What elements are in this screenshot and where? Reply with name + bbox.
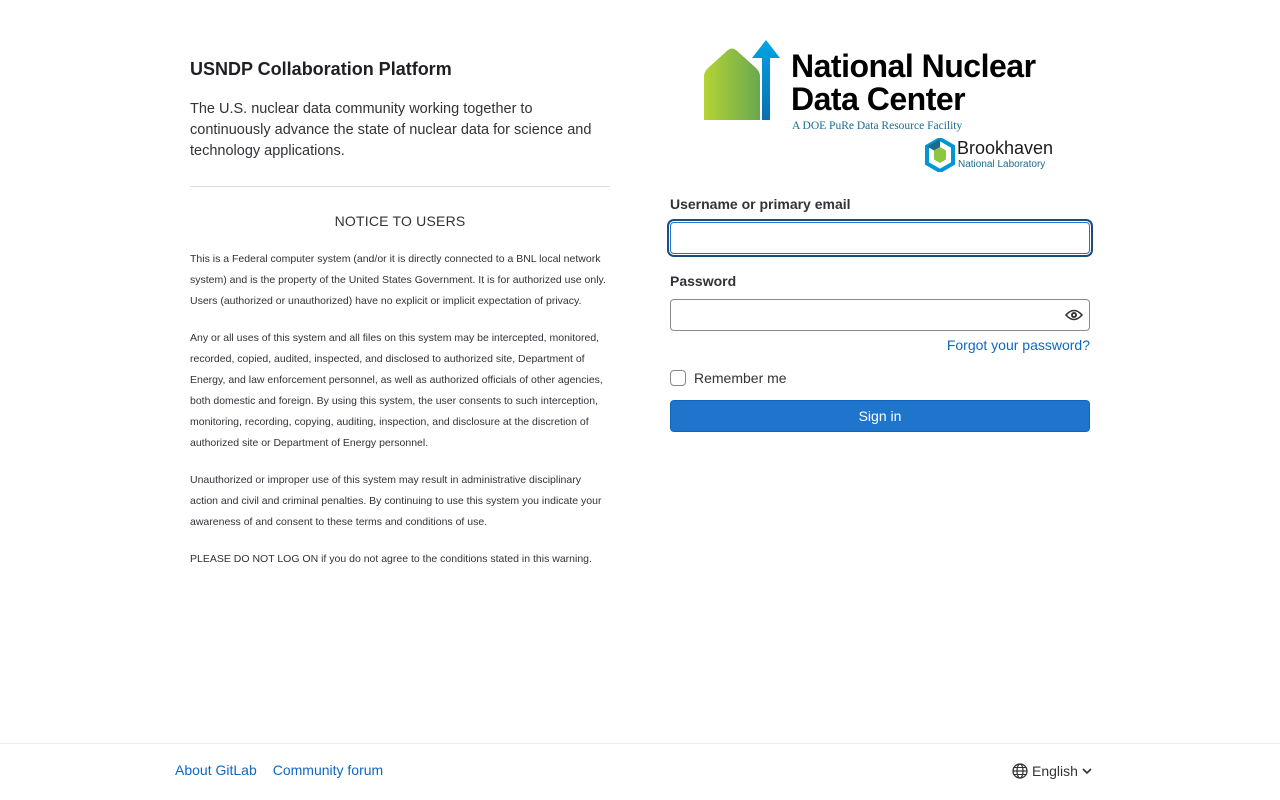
password-input[interactable] <box>670 299 1090 331</box>
notice-heading: NOTICE TO USERS <box>334 213 466 229</box>
globe-icon <box>1012 763 1028 779</box>
nndc-subtitle: A DOE PuRe Data Resource Facility <box>792 120 963 132</box>
bnl-hexagon-icon <box>925 138 955 172</box>
bnl-name: Brookhaven <box>957 138 1054 158</box>
community-forum-link[interactable]: Community forum <box>272 762 384 778</box>
nndc-logo <box>670 38 1090 174</box>
sign-in-panel <box>670 38 1090 432</box>
nndc-house-icon <box>700 38 786 122</box>
notice-paragraph: Unauthorized or improper use of this system may result in administrative disciplinary action and civil and criminal penalties. By continuing to use this system you indicate your awareness of and consent to these terms and conditions of use. <box>190 474 602 528</box>
divider <box>190 186 610 187</box>
remember-me-label[interactable]: Remember me <box>694 370 787 386</box>
sign-in-button[interactable]: Sign in <box>670 400 1090 432</box>
bnl-subtitle: National Laboratory <box>958 159 1046 170</box>
about-gitlab-link[interactable]: About GitLab <box>175 762 257 778</box>
notice-paragraph: PLEASE DO NOT LOG ON if you do not agree to the conditions stated in this warning. <box>190 553 592 565</box>
page-title: USNDP Collaboration Platform <box>190 59 452 79</box>
username-label: Username or primary email <box>670 196 851 212</box>
forgot-password-link[interactable]: Forgot your password? <box>946 337 1090 353</box>
sign-in-form <box>670 194 1090 432</box>
language-selector[interactable] <box>1012 763 1092 779</box>
forgot-password-row <box>670 337 1090 355</box>
password-field-wrap <box>670 299 1090 331</box>
footer-links <box>175 762 383 778</box>
password-label: Password <box>670 273 737 289</box>
bnl-logo <box>925 138 1065 172</box>
language-label: English <box>1032 763 1078 779</box>
remember-me-checkbox[interactable] <box>670 370 686 386</box>
remember-me-row <box>670 370 1090 386</box>
username-input[interactable] <box>670 222 1090 254</box>
intro-panel <box>190 56 610 570</box>
nndc-name: National Nuclear Data Center <box>791 48 1036 117</box>
platform-description: The U.S. nuclear data community working together to continuously advance the state of nuclear data for science and technology applications. <box>190 101 592 159</box>
eye-icon[interactable] <box>1064 307 1084 323</box>
footer <box>0 743 1280 800</box>
notice-paragraph: Any or all uses of this system and all files on this system may be intercepted, monitored, recorded, copied, audited, inspected, and disclosed to authorized site, Department of Energy, and law enforcement personnel, as well as authorized officials of other agencies, both domestic and foreign. By using this system, the user consents to such interception, monitoring, recording, copying, auditing, inspection, and disclosure at the discretion of authorized site or Department of Energy personnel. <box>190 332 603 449</box>
notice-paragraph: This is a Federal computer system (and/or it is directly connected to a BNL local network system) and is the property of the United States Government. It is for authorized use only. Users (authorized or unauthorized) have no explicit or implicit expectation of privacy. <box>190 253 606 307</box>
chevron-down-icon <box>1082 767 1092 775</box>
